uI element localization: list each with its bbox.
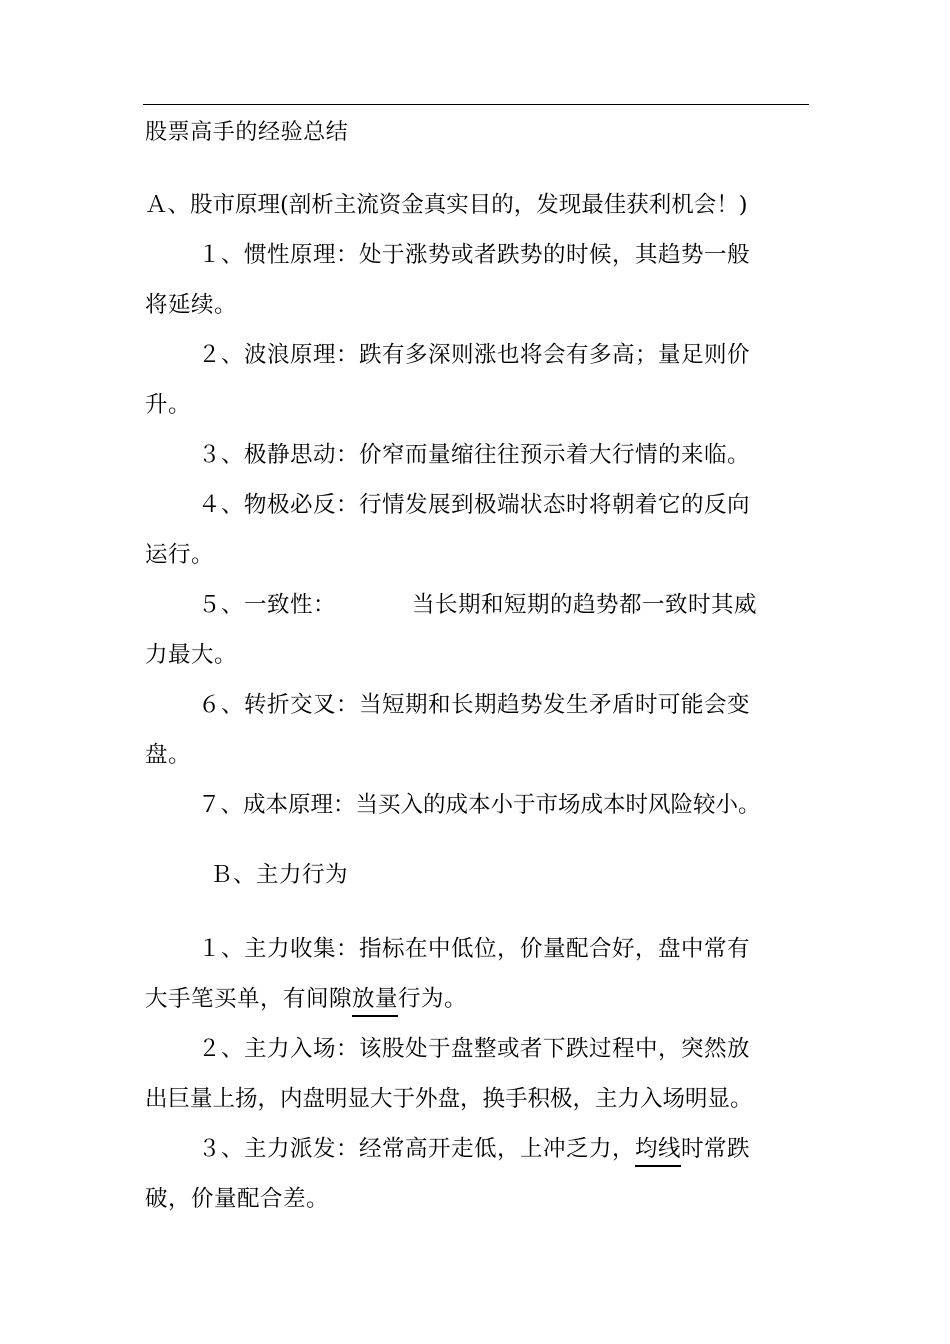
document-title: 股票高手的经验总结: [145, 120, 349, 145]
a4-line2: 运行。: [145, 542, 215, 568]
a6-line1: ６、转折交叉：当短期和长期趋势发生矛盾时可能会变: [198, 692, 751, 718]
b1-line2-pre: 大手笔买单，有间隙: [145, 986, 353, 1012]
section-a-heading: Ａ、股市原理(剖析主流资金真实目的，发现最佳获利机会！): [145, 192, 748, 218]
a1-line2: 将延续。: [145, 292, 238, 318]
b3-line1-post: 时常跌: [681, 1136, 751, 1162]
a1-line1: １、惯性原理：处于涨势或者跌势的时候，其趋势一般: [198, 242, 751, 268]
b3-line2: 破，价量配合差。: [145, 1186, 330, 1212]
header-rule: [143, 104, 809, 105]
section-b-heading: Ｂ、主力行为: [210, 862, 349, 888]
a3-line1: ３、极静思动：价窄而量缩往往预示着大行情的来临。: [198, 442, 751, 468]
b2-line1: ２、主力入场：该股处于盘整或者下跌过程中，突然放: [198, 1036, 751, 1062]
b3-line1-pre: ３、主力派发：经常高开走低，上冲乏力，: [198, 1136, 636, 1162]
a4-line1: ４、物极必反：行情发展到极端状态时将朝着它的反向: [198, 492, 751, 518]
b1-line2: [145, 984, 467, 1014]
b1-line2-post: 行为。: [398, 986, 468, 1012]
a2-line1: ２、波浪原理：跌有多深则涨也将会有多高；量足则价: [198, 342, 751, 368]
b3-line1: [198, 1134, 750, 1164]
fangliang-link[interactable]: 放量: [352, 986, 398, 1017]
junxian-link[interactable]: 均线: [635, 1136, 681, 1167]
a2-line2: 升。: [145, 392, 192, 418]
a5-text: 当长期和短期的趋势都一致时其威: [412, 592, 758, 618]
a6-line2: 盘。: [145, 742, 192, 768]
a7-line1: ７、成本原理：当买入的成本小于市场成本时风险较小。: [198, 792, 761, 818]
a5-label: ５、一致性：: [198, 592, 337, 618]
b1-line1: １、主力收集：指标在中低位，价量配合好，盘中常有: [198, 936, 751, 962]
a5-line2: 力最大。: [145, 642, 238, 668]
b2-line2: 出巨量上扬，内盘明显大于外盘，换手积极，主力入场明显。: [145, 1086, 753, 1112]
